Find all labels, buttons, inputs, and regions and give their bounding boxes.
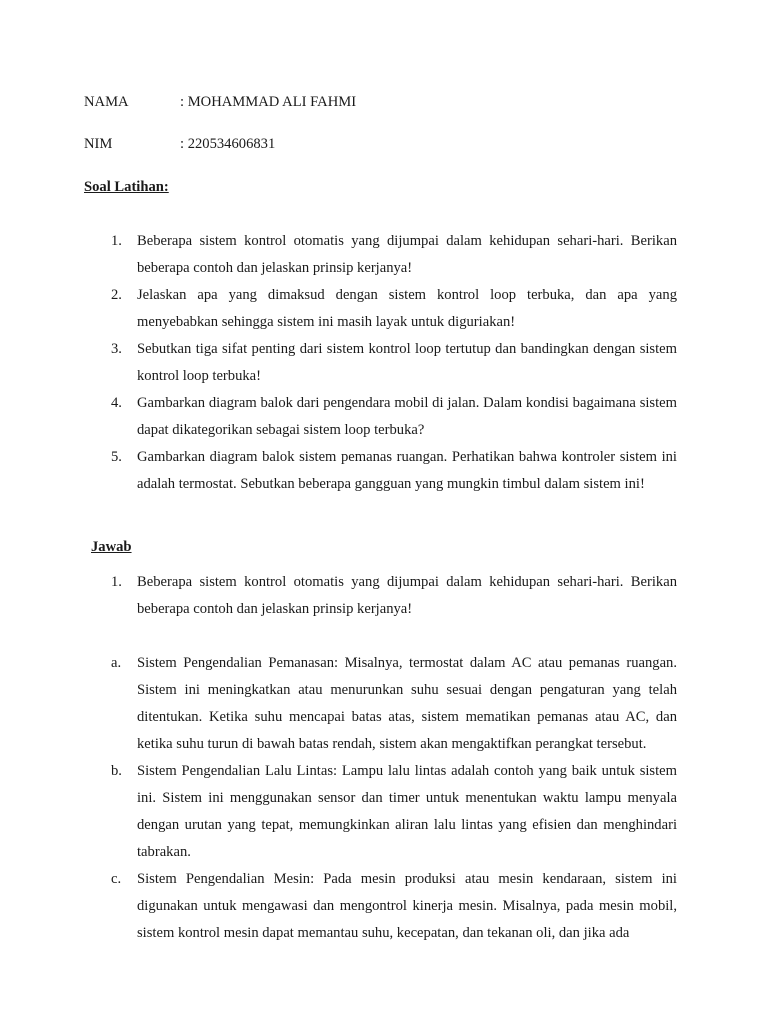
soal-item-5-text: Gambarkan diagram balok sistem pemanas ruangan. Perhatikan bahwa kontroler sistem ini adalah termostat. Sebutkan beberapa gangguan yang mungkin timbul dalam sistem ini!	[137, 449, 677, 492]
answer-item-b	[111, 758, 677, 866]
jawab-heading: Jawab	[91, 539, 132, 555]
soal-item-1	[111, 228, 677, 282]
soal-item-4-text: Gambarkan diagram balok dari pengendara mobil di jalan. Dalam kondisi bagaimana sistem dapat dikategorikan sebagai sistem loop terbuka?	[137, 395, 677, 438]
answer-item-b-marker: b.	[111, 763, 122, 779]
soal-item-5	[111, 444, 677, 498]
jawab-question-1-text: Beberapa sistem kontrol otomatis yang dijumpai dalam kehidupan sehari-hari. Berikan beberapa contoh dan jelaskan prinsip kerjanya!	[137, 574, 677, 617]
soal-item-1-text: Beberapa sistem kontrol otomatis yang dijumpai dalam kehidupan sehari-hari. Berikan beberapa contoh dan jelaskan prinsip kerjanya!	[137, 233, 677, 276]
soal-item-3-text: Sebutkan tiga sifat penting dari sistem kontrol loop tertutup dan bandingkan dengan sistem kontrol loop terbuka!	[137, 341, 677, 384]
answer-item-c-text: Sistem Pengendalian Mesin: Pada mesin produksi atau mesin kendaraan, sistem ini digunakan untuk mengawasi dan mengontrol kinerja mesin. Misalnya, pada mesin mobil, sistem kontrol mesin dapat memantau suhu, kecepatan, dan tekanan oli, dan jika ada	[137, 871, 677, 941]
soal-item-2-marker: 2.	[111, 287, 122, 303]
soal-item-5-marker: 5.	[111, 449, 122, 465]
soal-item-3-marker: 3.	[111, 341, 122, 357]
nim-value: : 220534606831	[180, 136, 276, 152]
soal-item-3	[111, 336, 677, 390]
nama-label: NAMA	[84, 94, 129, 110]
jawab-question-1	[111, 569, 677, 623]
nama-value: : MOHAMMAD ALI FAHMI	[180, 94, 357, 110]
soal-item-2	[111, 282, 677, 336]
jawab-question-1-marker: 1.	[111, 574, 122, 590]
answer-item-a-marker: a.	[111, 655, 122, 671]
answer-item-a-text: Sistem Pengendalian Pemanasan: Misalnya, termostat dalam AC atau pemanas ruangan. Sistem ini meningkatkan atau menurunkan suhu sesuai dengan pengaturan yang telah ditentukan. Ketika suhu mencapai batas atas, sistem mematikan pemanas atau AC, dan ketika suhu turun di bawah batas rendah, sistem akan mengaktifkan perangkat tersebut.	[137, 655, 677, 752]
soal-item-4-marker: 4.	[111, 395, 122, 411]
nim-label: NIM	[84, 136, 113, 152]
answer-item-a	[111, 650, 677, 758]
answer-item-c	[111, 866, 677, 947]
soal-item-1-marker: 1.	[111, 233, 122, 249]
answer-item-b-text: Sistem Pengendalian Lalu Lintas: Lampu lalu lintas adalah contoh yang baik untuk sistem ini. Sistem ini menggunakan sensor dan timer untuk menentukan waktu lampu menyala dengan urutan yang tepat, memungkinkan aliran lalu lintas yang efisien dan menghindari tabrakan.	[137, 763, 677, 860]
soal-item-4	[111, 390, 677, 444]
soal-heading: Soal Latihan:	[84, 179, 169, 195]
answer-item-c-marker: c.	[111, 871, 122, 887]
soal-item-2-text: Jelaskan apa yang dimaksud dengan sistem kontrol loop terbuka, dan apa yang menyebabkan sehingga sistem ini masih layak untuk diguriakan!	[137, 287, 677, 330]
